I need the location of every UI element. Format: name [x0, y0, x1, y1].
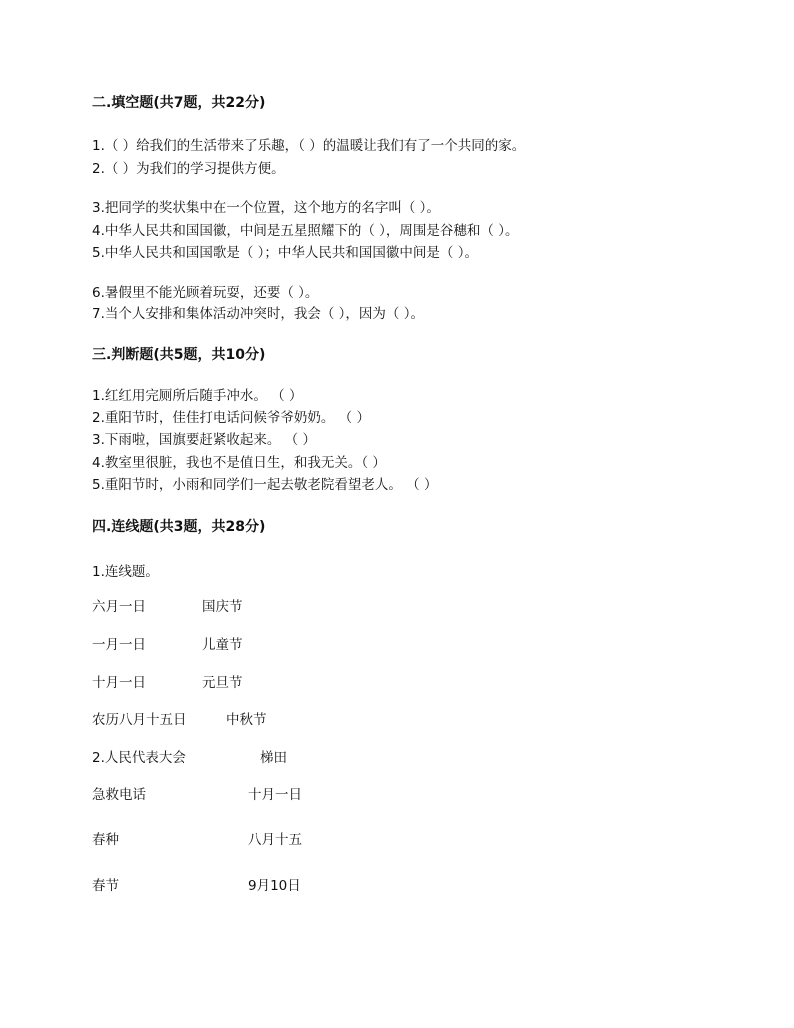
matching-1-right-3: 元旦节	[202, 675, 243, 691]
matching-2-right-3: 八月十五	[248, 832, 302, 848]
true-false-question-1: 1.红红用完厕所后随手冲水。 （ ）	[92, 388, 303, 404]
matching-2-left-1: 2.人民代表大会	[92, 750, 186, 766]
matching-1-right-1: 国庆节	[202, 599, 243, 615]
matching-1-left-1: 六月一日	[92, 599, 146, 615]
section-4-title: 四.连线题(共3题，共28分)	[92, 519, 266, 535]
fill-blank-question-1: 1.（ ）给我们的生活带来了乐趣，（ ）的温暖让我们有了一个共同的家。	[92, 138, 526, 154]
matching-1-right-2: 儿童节	[202, 637, 243, 653]
true-false-question-3: 3.下雨啦，国旗要赶紧收起来。 （ ）	[92, 432, 316, 448]
matching-2-left-2: 急救电话	[92, 787, 146, 803]
fill-blank-question-2: 2.（ ）为我们的学习提供方便。	[92, 161, 285, 177]
matching-1-left-2: 一月一日	[92, 637, 146, 653]
matching-question-1-label: 1.连线题。	[92, 564, 159, 580]
matching-2-left-4: 春节	[92, 878, 119, 894]
section-2-title: 二.填空题(共7题，共22分)	[92, 95, 266, 111]
matching-1-left-4: 农历八月十五日	[92, 712, 187, 728]
fill-blank-question-4: 4.中华人民共和国国徽，中间是五星照耀下的（ ），周围是谷穗和（ ）。	[92, 223, 519, 239]
matching-2-right-1: 梯田	[260, 750, 287, 766]
matching-2-right-2: 十月一日	[248, 787, 302, 803]
matching-1-left-3: 十月一日	[92, 675, 146, 691]
true-false-question-5: 5.重阳节时，小雨和同学们一起去敬老院看望老人。 （ ）	[92, 477, 438, 493]
fill-blank-question-3: 3.把同学的奖状集中在一个位置，这个地方的名字叫（ ）。	[92, 200, 440, 216]
matching-2-left-3: 春种	[92, 832, 119, 848]
fill-blank-question-5: 5.中华人民共和国国歌是（ ）；中华人民共和国国徽中间是（ ）。	[92, 245, 478, 261]
matching-1-right-4: 中秋节	[226, 712, 267, 728]
true-false-question-2: 2.重阳节时，佳佳打电话问候爷爷奶奶。 （ ）	[92, 410, 370, 426]
section-3-title: 三.判断题(共5题，共10分)	[92, 347, 266, 363]
matching-2-right-4: 9月10日	[248, 878, 301, 894]
fill-blank-question-7: 7.当个人安排和集体活动冲突时，我会（ ），因为（ ）。	[92, 306, 424, 322]
fill-blank-question-6: 6.暑假里不能光顾着玩耍，还要（ ）。	[92, 285, 319, 301]
true-false-question-4: 4.教室里很脏，我也不是值日生，和我无关。（ ）	[92, 455, 386, 471]
